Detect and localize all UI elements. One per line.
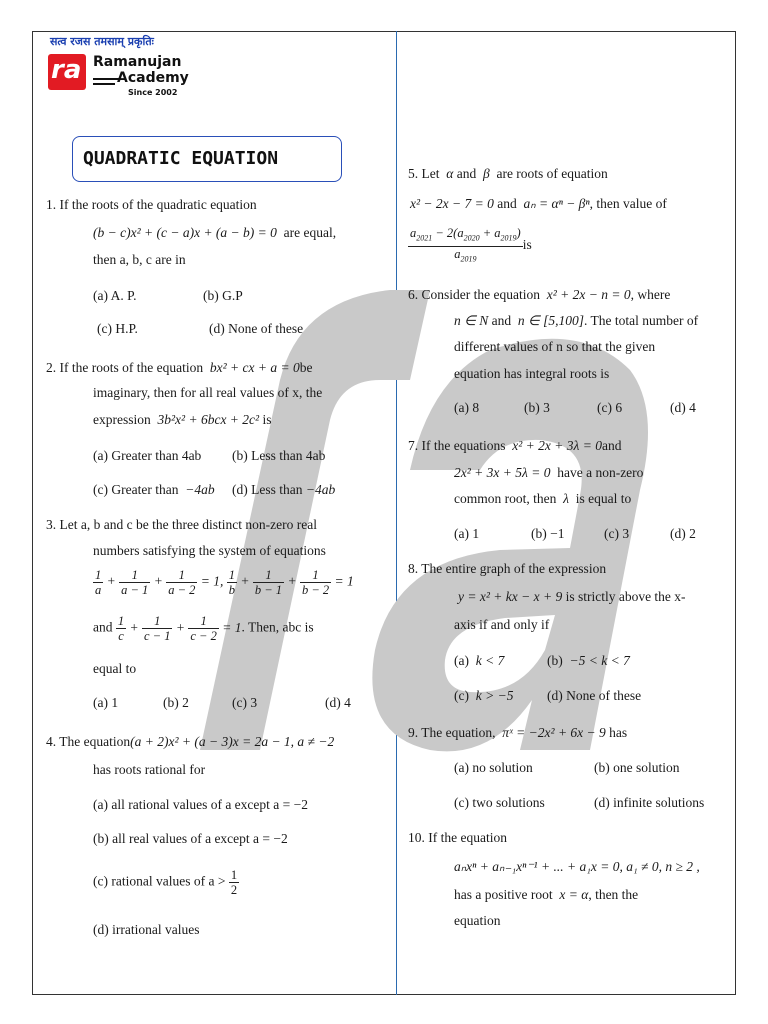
q8-option-d: (d) None of these (547, 688, 642, 703)
brand-name: Ramanujan (93, 54, 182, 70)
q3-option-a: (a) 1 (93, 695, 119, 710)
q10-line4: equation (454, 913, 501, 928)
q2-option-b: (b) Less than 4ab (232, 448, 326, 463)
q9-option-c: (c) two solutions (454, 795, 545, 810)
brand-subname: Academy (117, 70, 189, 86)
q5-expression: $\frac{a_{2021} - 2(a_{2020} + a_{2019})}{a_{2019}}$ is (410, 226, 532, 263)
q8-option-b: (b) −5 < k < 7 (547, 653, 630, 668)
q7-line3: common root, then λ is equal to (454, 491, 632, 506)
sanskrit-tagline: सत्व रजस तमसाम् प्रकृतिः (50, 35, 154, 48)
q6-line3: different values of n so that the given (454, 339, 656, 354)
q3-line2: numbers satisfying the system of equations (93, 543, 326, 558)
q9-stem: 9. The equation, πˣ = −2x² + 6x − 9 has (408, 725, 628, 740)
q6-option-a: (a) 8 (454, 400, 480, 415)
q3-equation-1: $\frac{1}{a}$ + $\frac{1}{a - 1}$ + $\frac{1}{a - 2}$ = 1, $\frac{1}{b}$ + $\frac{1}{b - 1}$ + $\frac{1}{b - 2}$ = 1 (95, 568, 354, 597)
brand-line-icon (93, 78, 119, 80)
q1-option-b: (b) G.P (203, 288, 243, 303)
q2-line3: expression 3b²x² + 6bcx + 2c² is (93, 412, 272, 427)
q1-stem: 1. If the roots of the quadratic equation (46, 197, 257, 212)
page-title: QUADRATIC EQUATION (83, 148, 279, 169)
q10-line3: has a positive root x = α, then the (454, 887, 639, 902)
q1-line2: (b − c)x² + (c − a)x + (a − b) = 0 are equal, (93, 225, 337, 240)
q7-option-b: (b) −1 (531, 526, 565, 541)
q2-line2: imaginary, then for all real values of x, the (93, 385, 323, 400)
q8-option-a: (a) k < 7 (454, 653, 505, 668)
q4-option-a: (a) all rational values of a except a = −2 (93, 797, 309, 812)
q3-option-d: (d) 4 (325, 695, 351, 710)
q6-option-b: (b) 3 (524, 400, 550, 415)
q4-line2: has roots rational for (93, 762, 206, 777)
q3-equation-2: and $\frac{1}{c}$ + $\frac{1}{c - 1}$ + $\frac{1}{c - 2}$ = 1. Then, abc is (93, 614, 314, 643)
q10-stem: 10. If the equation (408, 830, 507, 845)
q7-option-d: (d) 2 (670, 526, 696, 541)
q10-equation: aₙxⁿ + aₙ₋₁xⁿ⁻¹ + ... + a₁x = 0, a₁ ≠ 0, n ≥ 2 , (454, 859, 700, 874)
brand-line-icon (93, 83, 115, 85)
q7-line2: 2x² + 3x + 5λ = 0 have a non-zero (454, 465, 644, 480)
q6-line2: n ∈ N and n ∈ [5,100]. The total number of (454, 313, 699, 328)
q8-line3: axis if and only if (454, 617, 550, 632)
q8-line2: y = x² + kx − x + 9 is strictly above the x- (458, 589, 686, 604)
q2-option-a: (a) Greater than 4ab (93, 448, 202, 463)
q1-option-a: (a) A. P. (93, 288, 137, 303)
q2-option-d: (d) Less than −4ab (232, 482, 336, 497)
q5-stem: 5. Let α and β are roots of equation (408, 166, 608, 181)
q3-option-b: (b) 2 (163, 695, 189, 710)
q6-line4: equation has integral roots is (454, 366, 610, 381)
q7-option-a: (a) 1 (454, 526, 480, 541)
q9-option-a: (a) no solution (454, 760, 533, 775)
q9-option-d: (d) infinite solutions (594, 795, 705, 810)
q6-option-c: (c) 6 (597, 400, 623, 415)
q4-option-d: (d) irrational values (93, 922, 200, 937)
q6-option-d: (d) 4 (670, 400, 696, 415)
q5-line2: x² − 2x − 7 = 0 and aₙ = αⁿ − βⁿ, then value of (410, 196, 667, 211)
q2-stem: 2. If the roots of the equation bx² + cx + a = 0be (46, 360, 313, 375)
q7-stem: 7. If the equations x² + 2x + 3λ = 0and (408, 438, 622, 453)
since-label: Since 2002 (128, 88, 178, 97)
q9-option-b: (b) one solution (594, 760, 680, 775)
q3-stem: 3. Let a, b and c be the three distinct non-zero real (46, 517, 318, 532)
title-box (72, 136, 342, 182)
q2-option-c: (c) Greater than −4ab (93, 482, 215, 497)
q4-option-b: (b) all real values of a except a = −2 (93, 831, 288, 846)
q4-option-c: (c) rational values of a > $\frac{1}{2}$ (93, 868, 238, 897)
q3-option-c: (c) 3 (232, 695, 258, 710)
q1-option-d: (d) None of these (209, 321, 304, 336)
q4-stem: 4. The equation(a + 2)x² + (a − 3)x = 2a − 1, a ≠ −2 (46, 734, 335, 749)
q7-option-c: (c) 3 (604, 526, 630, 541)
q1-line3: then a, b, c are in (93, 252, 186, 267)
q6-stem: 6. Consider the equation x² + 2x − n = 0, where (408, 287, 671, 302)
q8-option-c: (c) k > −5 (454, 688, 514, 703)
q3-line-equal: equal to (93, 661, 137, 676)
logo-icon: ra (48, 54, 86, 90)
q8-stem: 8. The entire graph of the expression (408, 561, 607, 576)
q1-option-c: (c) H.P. (97, 321, 138, 336)
